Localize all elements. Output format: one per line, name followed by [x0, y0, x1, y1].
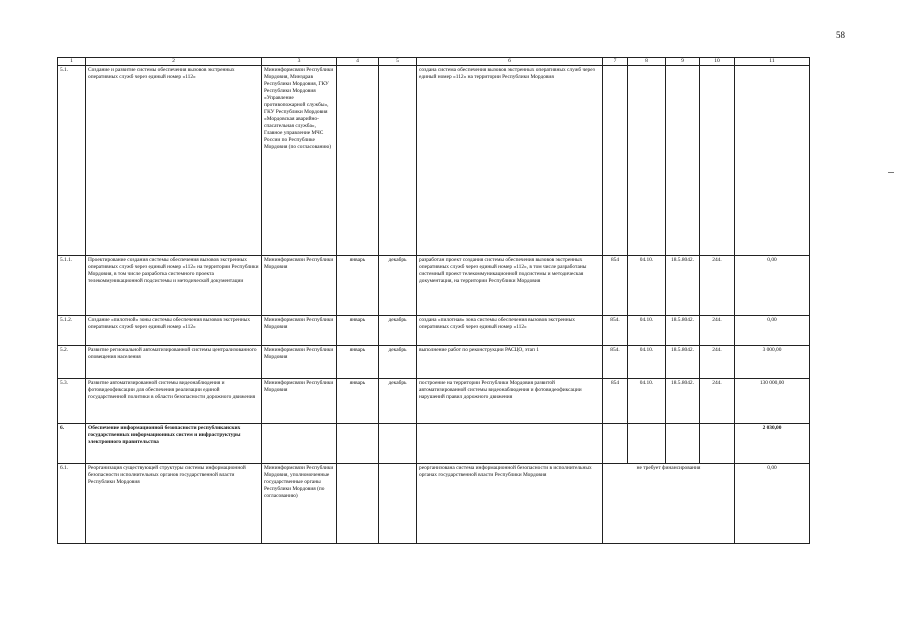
amount: 3 000,00	[735, 346, 810, 379]
activity-name: Развитие автоматизированной системы видеонаблюдения и фотовидеофиксации для обеспечения реализации единой государственной политики в области безопасности дорожного движения	[86, 379, 262, 424]
end-month: декабрь	[379, 256, 417, 316]
start-month	[337, 66, 379, 256]
col-header: 1	[58, 58, 86, 66]
target-article	[666, 424, 700, 464]
start-month	[337, 424, 379, 464]
section-code: 04.10.	[628, 316, 666, 346]
expected-result: создана система обеспечения вызовов экстренных оперативных служб через единый номер «112» на территории Республики Мордовия	[417, 66, 603, 256]
expected-result: создана «пилотная» зона системы обеспечения вызовов экстренных оперативных служб через единый номер «112»	[417, 316, 603, 346]
executor: Мининформсвязи Республики Мордовия, Минздрав Республики Мордовия, ГКУ Республики Мордовия «Управление противопожарной службы», ГКУ Республики Мордовия «Мордовская аварийно-спасательная служба», Главное управление МЧС России по Республике Мордовия (по согласованию)	[262, 66, 337, 256]
expense-type	[700, 424, 735, 464]
amount: 0,00	[735, 464, 810, 544]
activity-name: Обеспечение информационной безопасности республиканских государственных информационных систем и инфраструктуры электронного правительства	[86, 424, 262, 464]
amount: 0,00	[735, 256, 810, 316]
margin-mark	[888, 172, 894, 173]
ministry-code: 854	[603, 256, 628, 316]
executor: Мининформсвязи Республики Мордовия	[262, 316, 337, 346]
executor: Мининформсвязи Республики Мордовия	[262, 379, 337, 424]
table-row	[58, 346, 810, 379]
funding-note: не требует финансирования	[603, 464, 735, 544]
col-header: 7	[603, 58, 628, 66]
section-code: 04.10.	[628, 346, 666, 379]
end-month	[379, 464, 417, 544]
section-code	[628, 424, 666, 464]
col-header: 8	[628, 58, 666, 66]
col-header: 10	[700, 58, 735, 66]
section-code	[628, 66, 666, 256]
start-month: январь	[337, 316, 379, 346]
expense-type: 244.	[700, 256, 735, 316]
end-month: декабрь	[379, 316, 417, 346]
col-header: 5	[379, 58, 417, 66]
expense-type: 244.	[700, 316, 735, 346]
program-activities-table	[57, 57, 810, 544]
expected-result: построение на территории Республики Мордовия развитой автоматизированной системы видеонаблюдения и фотовидеофиксации нарушений правил дорожного движения	[417, 379, 603, 424]
row-number: 6.	[58, 424, 86, 464]
activity-name: Создание «пилотной» зоны системы обеспечения вызовов экстренных оперативных служб через единый номер «112»	[86, 316, 262, 346]
start-month: январь	[337, 379, 379, 424]
start-month: январь	[337, 346, 379, 379]
expense-type: 244.	[700, 346, 735, 379]
end-month	[379, 66, 417, 256]
table-row	[58, 424, 810, 464]
ministry-code: 854.	[603, 346, 628, 379]
end-month: декабрь	[379, 379, 417, 424]
ministry-code: 854.	[603, 316, 628, 346]
amount: 130 000,00	[735, 379, 810, 424]
amount: 2 030,00	[735, 424, 810, 464]
expected-result	[417, 424, 603, 464]
activity-name: Проектирование создания системы обеспечения вызовов экстренных оперативных служб через единый номер «112» на территории Республики Мордовия, в том числе разработка системного проекта телекоммуникационной подсистемы и методической документации	[86, 256, 262, 316]
executor: Мининформсвязи Республики Мордовия, уполномоченные государственные органы Республики Мордовия (по согласованию)	[262, 464, 337, 544]
expected-result: разработан проект создания системы обеспечения вызовов экстренных оперативных служб через единый номер «112», в том числе разработаны системный проект телекоммуникационной подсистемы и методическая документация, на территории Республики Мордовия	[417, 256, 603, 316]
col-header: 11	[735, 58, 810, 66]
target-article	[666, 66, 700, 256]
expense-type: 244.	[700, 379, 735, 424]
ministry-code: 854	[603, 379, 628, 424]
start-month: январь	[337, 256, 379, 316]
table-row	[58, 66, 810, 256]
end-month	[379, 424, 417, 464]
ministry-code	[603, 66, 628, 256]
col-header: 2	[86, 58, 262, 66]
target-article: 18.5.8042.	[666, 379, 700, 424]
expected-result: выполнение работ по реконструкции РАСЦО, этап 1	[417, 346, 603, 379]
col-header: 9	[666, 58, 700, 66]
section-code: 04.10.	[628, 379, 666, 424]
col-header: 4	[337, 58, 379, 66]
table-row	[58, 379, 810, 424]
ministry-code	[603, 424, 628, 464]
row-number: 5.2.	[58, 346, 86, 379]
page-number: 58	[836, 30, 845, 40]
activity-name: Реорганизация существующей структуры системы информационной безопасности исполнительных органов государственной власти Республики Мордовия	[86, 464, 262, 544]
target-article: 18.5.8042.	[666, 346, 700, 379]
expected-result: реорганизована система информационной безопасности в исполнительных органах государственной власти Республики Мордовия	[417, 464, 603, 544]
col-header: 3	[262, 58, 337, 66]
end-month: декабрь	[379, 346, 417, 379]
table-row	[58, 316, 810, 346]
executor	[262, 424, 337, 464]
table-row	[58, 256, 810, 316]
col-header: 6	[417, 58, 603, 66]
header-row	[58, 58, 810, 66]
target-article: 18.5.8042.	[666, 316, 700, 346]
amount: 0,00	[735, 316, 810, 346]
row-number: 6.1.	[58, 464, 86, 544]
expense-type	[700, 66, 735, 256]
executor: Мининформсвязи Республики Мордовия	[262, 346, 337, 379]
activity-name: Создание и развитие системы обеспечения вызовов экстренных оперативных служб через единый номер «112»	[86, 66, 262, 256]
row-number: 5.3.	[58, 379, 86, 424]
start-month	[337, 464, 379, 544]
row-number: 5.1.	[58, 66, 86, 256]
amount	[735, 66, 810, 256]
section-code: 04.10.	[628, 256, 666, 316]
row-number: 5.1.1.	[58, 256, 86, 316]
activity-name: Развитие региональной автоматизированной системы централизованного оповещения населения	[86, 346, 262, 379]
table-row	[58, 464, 810, 544]
target-article: 18.5.8042.	[666, 256, 700, 316]
row-number: 5.1.2.	[58, 316, 86, 346]
executor: Мининформсвязи Республики Мордовия	[262, 256, 337, 316]
